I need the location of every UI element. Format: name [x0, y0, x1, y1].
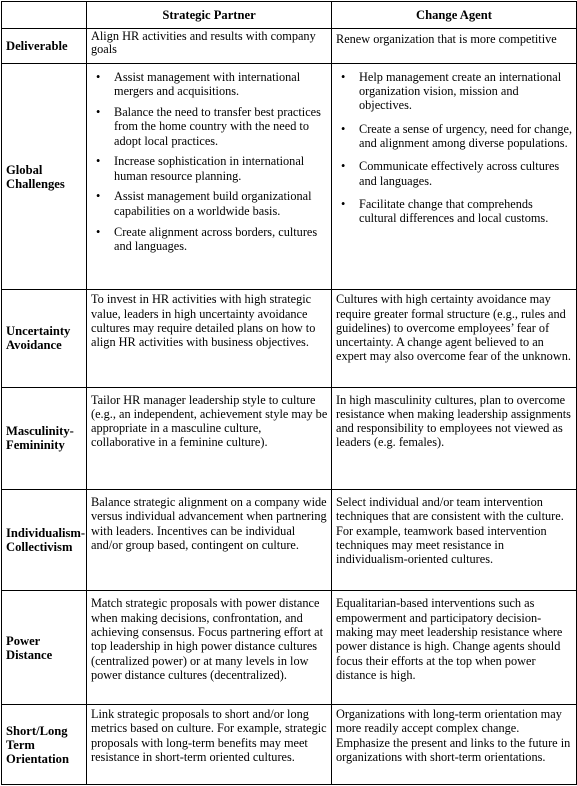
row-deliverable [2, 29, 577, 64]
agent-cell: Renew organization that is more competitive [332, 29, 577, 64]
list-item [336, 159, 573, 188]
bullet-icon: • [341, 196, 346, 211]
header-change-agent: Change Agent [332, 2, 577, 29]
list-item-text: Create a sense of urgency, need for change, and alignment among diverse populations. [359, 121, 573, 151]
row-individualism-collectivism [2, 489, 577, 590]
list-item-text: Create alignment across borders, cultures and languages. [114, 224, 318, 253]
row-label: Masculinity-Femininity [2, 387, 87, 489]
agent-cell: Equalitarian-based interventions such as empowerment and participatory decision-making may meet leadership resistance where power distance is high. Change agents should focus their efforts at the top when power distance is high. [332, 591, 577, 705]
bullet-icon: • [341, 69, 346, 84]
list-item [336, 122, 573, 151]
row-label: Deliverable [2, 29, 87, 64]
row-label: Global Challenges [2, 63, 87, 289]
row-global-challenges [2, 63, 577, 289]
list-item [91, 105, 328, 148]
partner-bullet-list [91, 70, 328, 253]
bullet-icon: • [96, 104, 101, 119]
agent-cell: Organizations with long-term orientation may more readily accept complex change. Emphasize the present and links to the future in organizations with short-term orientations. [332, 705, 577, 785]
bullet-icon: • [96, 154, 101, 169]
partner-cell: Tailor HR manager leadership style to culture (e.g., an independent, achievement style may be appropriate in a masculine culture, collaborative in a feminine culture). [87, 387, 332, 489]
list-item-text: Increase sophistication in international human resource planning. [114, 154, 305, 183]
list-item-text: Assist management with international mergers and acquisitions. [114, 69, 301, 99]
partner-cell: To invest in HR activities with high strategic value, leaders in high uncertainty avoidance cultures may require detailed plans on how to align HR activities with business objectives. [87, 290, 332, 387]
agent-cell: In high masculinity cultures, plan to overcome resistance when making leadership assignments and responsibility to employees not viewed as leaders (e.g. females). [332, 387, 577, 489]
bullet-icon: • [96, 224, 101, 239]
row-short-long-term-orientation [2, 705, 577, 785]
hr-roles-table [1, 1, 577, 785]
partner-cell [87, 63, 332, 289]
agent-bullet-list [336, 70, 573, 226]
row-label: Power Distance [2, 591, 87, 705]
partner-cell: Align HR activities and results with company goals [87, 29, 332, 64]
partner-cell: Match strategic proposals with power distance when making decisions, confrontation, and achieving consensus. Focus partnering effort at top leadership in high power distance cultures (centralized power) or at many levels in low power distance cultures (decentralized). [87, 591, 332, 705]
list-item [91, 189, 328, 218]
list-item [336, 197, 573, 226]
list-item-text: Balance the need to transfer best practices from the home country with the need to adopt local practices. [114, 104, 321, 148]
bullet-icon: • [96, 189, 101, 204]
bullet-icon: • [96, 69, 101, 84]
bullet-icon: • [341, 121, 346, 136]
header-row [2, 2, 577, 29]
list-item [91, 154, 328, 183]
header-strategic-partner: Strategic Partner [87, 2, 332, 29]
list-item-text: Communicate effectively across cultures and languages. [359, 159, 560, 188]
list-item [91, 70, 328, 99]
partner-cell: Link strategic proposals to short and/or long metrics based on culture. For example, strategic proposals with long-term benefits may meet resistance in short-term oriented cultures. [87, 705, 332, 785]
header-empty-cell [2, 2, 87, 29]
bullet-icon: • [341, 159, 346, 174]
row-power-distance [2, 591, 577, 705]
partner-cell: Balance strategic alignment on a company wide versus individual advancement when partnering with leaders. Incentives can be individual and/or group based, contingent on culture. [87, 489, 332, 590]
list-item-text: Help management create an international organization vision, mission and objectives. [359, 69, 562, 113]
row-label: Individualism-Collectivism [2, 489, 87, 590]
list-item-text: Facilitate change that comprehends cultural differences and local customs. [359, 196, 549, 226]
agent-cell [332, 63, 577, 289]
agent-cell: Cultures with high certainty avoidance may require greater formal structure (e.g., rules and guidelines) to overcome employees’ fear of uncertainty. A change agent believed to an expert may also overcome fear of the unknown. [332, 290, 577, 387]
list-item [336, 70, 573, 113]
row-label: Uncertainty Avoidance [2, 290, 87, 387]
row-masculinity-femininity [2, 387, 577, 489]
agent-cell: Select individual and/or team intervention techniques that are consistent with the culture. For example, teamwork based intervention techniques may meet resistance in individualism-oriented cultures. [332, 489, 577, 590]
list-item-text: Assist management build organizational capabilities on a worldwide basis. [114, 189, 312, 218]
row-label: Short/Long Term Orientation [2, 705, 87, 785]
row-uncertainty-avoidance [2, 290, 577, 387]
list-item [91, 225, 328, 254]
